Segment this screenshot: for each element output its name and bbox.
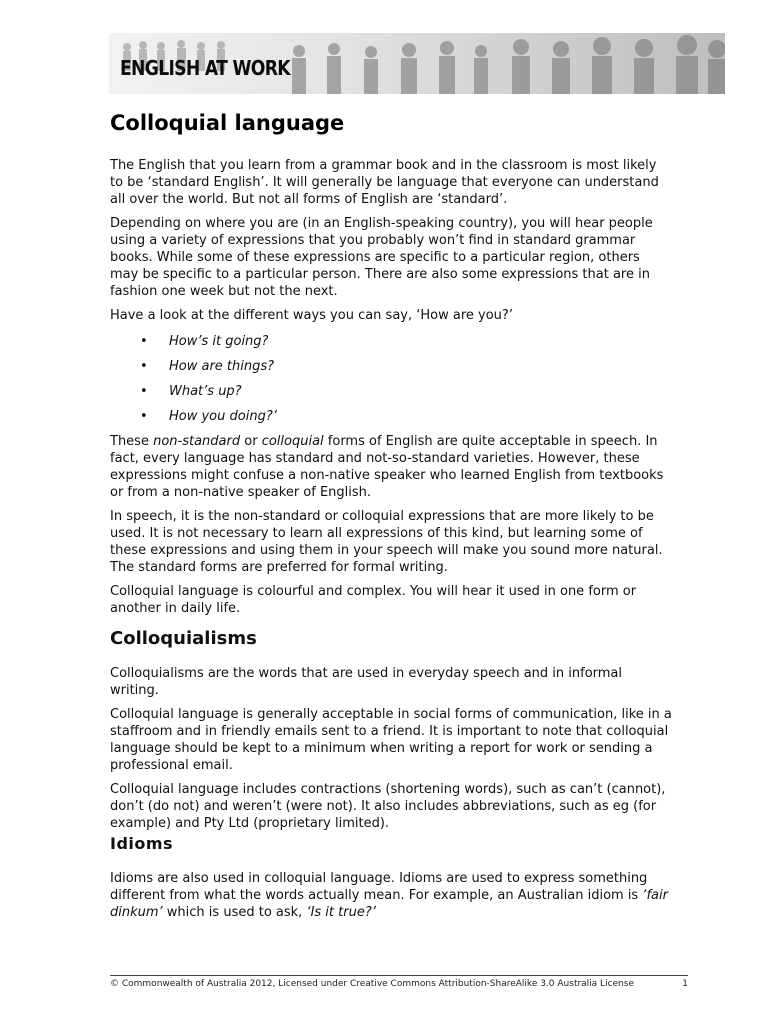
header-banner bbox=[109, 33, 725, 94]
document-body bbox=[110, 110, 672, 928]
page-number: 1 bbox=[682, 979, 688, 989]
colloquialisms-paragraph-1: Colloquialisms are the words that are used in everyday speech and in informal writing. bbox=[110, 666, 623, 698]
list-item: • What’s up? bbox=[140, 384, 242, 399]
speech-paragraph: In speech, it is the non-standard or colloquial expressions that are more likely to be used. It is not necessary to learn all expressions of this kind, but learning some of these expressions and using them in your speech will make you sound more natural. The standard forms are preferred for formal writing. bbox=[110, 509, 663, 575]
list-item: • How are things? bbox=[140, 359, 275, 374]
list-item: • How’s it going? bbox=[140, 334, 269, 349]
colourful-paragraph: Colloquial language is colourful and complex. You will hear it used in one form or another in daily life. bbox=[110, 584, 637, 616]
colloquialisms-heading: Colloquialisms bbox=[110, 628, 257, 649]
license-text: © Commonwealth of Australia 2012, Licensed under Creative Commons Attribution-ShareAlike 3.0 Australia License bbox=[110, 979, 634, 989]
greeting-list bbox=[110, 333, 672, 425]
colloquialisms-paragraph-3: Colloquial language includes contractions (shortening words), such as can’t (cannot), don’t (do not) and weren’t (were not). It also includes abbreviations, such as eg (for example) and Pty Ltd (proprietary limited). bbox=[110, 782, 666, 831]
page-title: Colloquial language bbox=[110, 111, 345, 135]
list-item: • How you doing?’ bbox=[140, 409, 277, 424]
intro-paragraph-2: Depending on where you are (in an English-speaking country), you will hear people using a variety of expressions that you probably won’t find in standard grammar books. While some of these expressions are specific to a particular region, others may be specific to a particular person. There are also some expressions that are in fashion one week but not the next. bbox=[110, 216, 653, 299]
colloquial-forms-paragraph: These non-standard or colloquial forms of English are quite acceptable in speech. In fact, every language has standard and not-so-standard varieties. However, these expressions might confuse a non-native speaker who learned English from textbooks or from a non-native speaker of English. bbox=[110, 434, 664, 500]
page-footer bbox=[110, 975, 688, 989]
intro-paragraph-3: Have a look at the different ways you can say, ‘How are you?’ bbox=[110, 308, 513, 323]
intro-paragraph-1: The English that you learn from a grammar book and in the classroom is most likely to be ‘standard English’. It will generally be language that everyone can understand all over the world. But not all forms of English are ‘standard’. bbox=[110, 158, 659, 207]
brand-logo-text: ENGLISH AT WORK bbox=[120, 56, 290, 80]
colloquialisms-paragraph-2: Colloquial language is generally acceptable in social forms of communication, like in a staffroom and in friendly emails sent to a friend. It is important to note that colloquial language should be kept to a minimum when writing a report for work or sending a professional email. bbox=[110, 707, 672, 773]
idioms-heading: Idioms bbox=[110, 834, 174, 853]
idioms-paragraph: Idioms are also used in colloquial language. Idioms are used to express something different from what the words actually mean. For example, an Australian idiom is ‘fair dinkum’ which is used to ask, ‘Is it true?’ bbox=[110, 871, 668, 920]
